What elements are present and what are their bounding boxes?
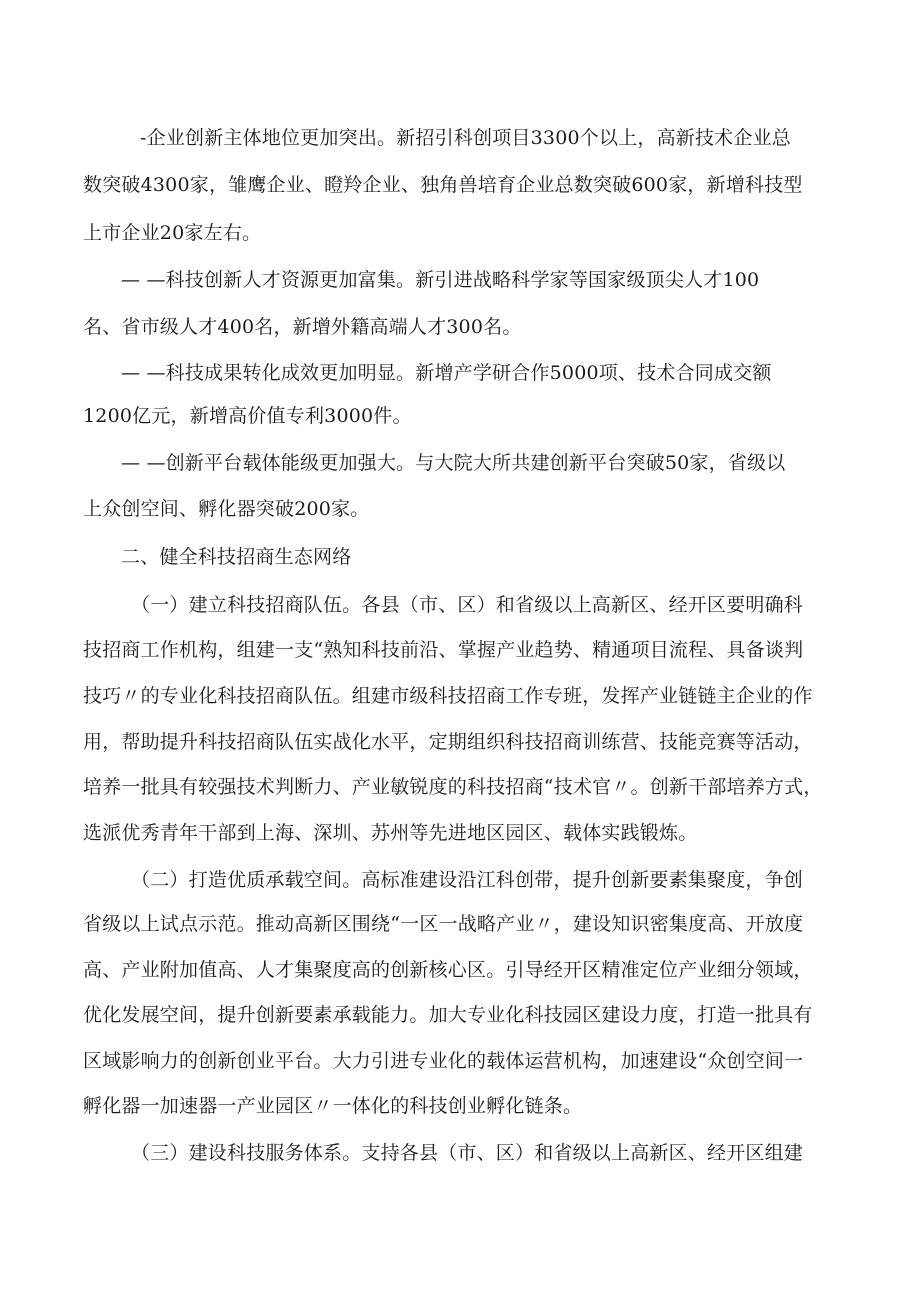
text-line: 选派优秀青年干部到上海、深圳、苏州等先进地区园区、载体实践锻炼。 [83,822,698,844]
text-line: — —创新平台载体能级更加强大。与大院大所共建创新平台突破50家，省级以 [121,452,786,474]
text-line: — —科技创新人才资源更加富集。新引进战略科学家等国家级顶尖人才100 [121,269,760,291]
text-line: 1200亿元，新增高价值专利3000件。 [83,405,412,427]
text-line: 孵化器一加速器一产业园区〃一体化的科技创业孵化链条。 [83,1095,583,1117]
text-line: 区域影响力的创新创业平台。大力引进专业化的载体运营机构，加速建设“众创空间一 [83,1050,804,1072]
text-line: -企业创新主体地位更加突出。新招引科创项目3300个以上，高新技术企业总 [140,127,791,149]
text-line: 优化发展空间，提升创新要素承载能力。加大专业化科技园区建设力度，打造一批具有 [83,1004,813,1026]
text-line: — —科技成果转化成效更加明显。新增产学研合作5000项、技术合同成交额 [121,362,772,384]
text-line: 数突破4300家，雏鹰企业、瞪羚企业、独角兽培育企业总数突破600家，新增科技型 [83,174,803,196]
text-line: 培养一批具有较强技术判断力、产业敏锐度的科技招商“技术官〃。创新干部培养方式， [83,776,823,798]
text-line: 名、省市级人才400名，新增外籍高端人才300名。 [83,316,522,338]
text-line: 用，帮助提升科技招商队伍实战化水平，定期组织科技招商训练营、技能竞赛等活动， [83,731,813,753]
text-line: 省级以上试点示范。推动高新区围绕“一区一战略产业〃，建设知识密集度高、开放度 [83,913,804,935]
text-line: （二）打造优质承载空间。高标准建设沿江科创带，提升创新要素集聚度，争创 [131,869,804,891]
text-line: 上众创空间、孵化器突破200家。 [83,498,370,520]
text-line: （三）建设科技服务体系。支持各县（市、区）和省级以上高新区、经开区组建 [131,1142,804,1164]
section-heading: 二、健全科技招商生态网络 [121,546,352,568]
text-line: 技巧〃的专业化科技招商队伍。组建市级科技招商工作专班，发挥产业链链主企业的作 [83,685,813,707]
text-line: （一）建立科技招商队伍。各县（市、区）和省级以上高新区、经开区要明确科 [131,594,804,616]
text-line: 技招商工作机构，组建一支“熟知科技前沿、掌握产业趋势、精通项目流程、具备谈判 [83,639,804,661]
text-line: 高、产业附加值高、人才集聚度高的创新核心区。引导经开区精准定位产业细分领域， [83,959,813,981]
text-line: 上市企业20家左右。 [83,222,262,244]
